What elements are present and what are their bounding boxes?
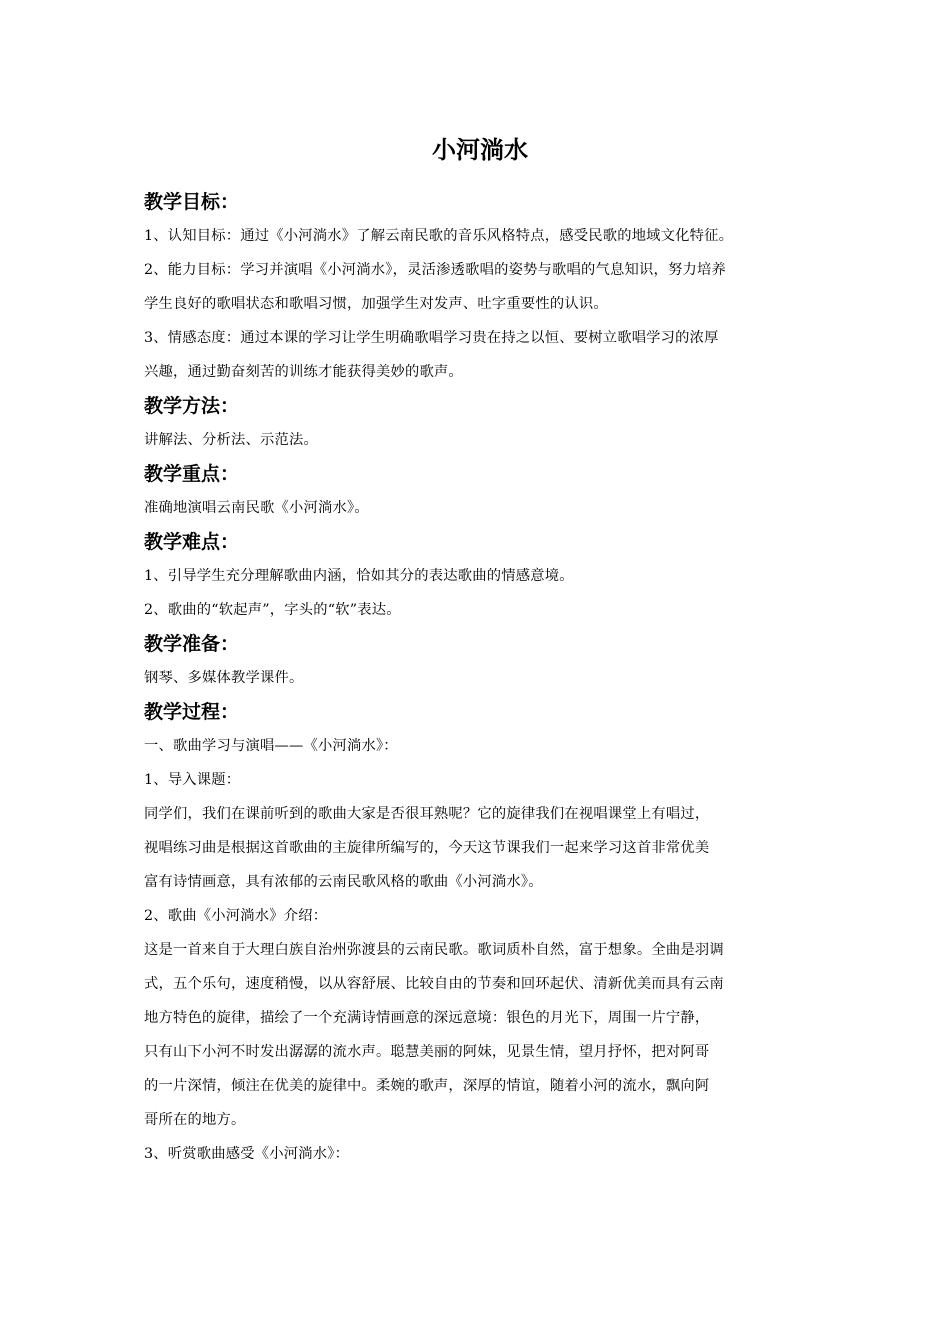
section-heading: 教学难点： bbox=[144, 531, 240, 553]
text-line: 准确地演唱云南民歌《小河淌水》。 bbox=[144, 500, 369, 516]
text-line: 2、能力目标：学习并演唱《小河淌水》，灵活渗透歌唱的姿势与歌唱的气息知识，努力培养 bbox=[144, 262, 727, 278]
section-heading: 教学重点： bbox=[144, 463, 240, 485]
section-heading: 教学准备： bbox=[144, 633, 240, 655]
section-heading: 教学方法： bbox=[144, 395, 240, 417]
text-line: 钢琴、多媒体教学课件。 bbox=[144, 670, 304, 686]
section-heading: 教学目标： bbox=[144, 191, 240, 213]
document-page bbox=[144, 128, 816, 1171]
text-line: 富有诗情画意，具有浓郁的云南民歌风格的歌曲《小河淌水》。 bbox=[144, 874, 543, 890]
text-line: 兴趣，通过勤奋刻苦的训练才能获得美妙的歌声。 bbox=[144, 364, 463, 380]
text-line: 1、认知目标：通过《小河淌水》了解云南民歌的音乐风格特点，感受民歌的地域文化特征。 bbox=[144, 228, 734, 244]
text-line: 讲解法、分析法、示范法。 bbox=[144, 432, 318, 448]
text-line: 视唱练习曲是根据这首歌曲的主旋律所编写的，今天这节课我们一起来学习这首非常优美 bbox=[144, 840, 710, 856]
text-line: 的一片深情，倾注在优美的旋律中。柔婉的歌声，深厚的情谊，随着小河的流水，飘向阿 bbox=[144, 1078, 710, 1094]
section-teaching-objectives bbox=[144, 185, 816, 389]
text-line: 哥所在的地方。 bbox=[144, 1112, 246, 1128]
section-preparation bbox=[144, 627, 816, 695]
text-line: 同学们，我们在课前听到的歌曲大家是否很耳熟呢？它的旋律我们在视唱课堂上有唱过， bbox=[144, 806, 710, 822]
text-line: 1、导入课题： bbox=[144, 772, 241, 788]
document-title: 小河淌水 bbox=[432, 136, 528, 164]
text-line: 这是一首来自于大理白族自治州弥渡县的云南民歌。歌词质朴自然，富于想象。全曲是羽调 bbox=[144, 942, 724, 958]
text-line: 式，五个乐句，速度稍慢，以从容舒展、比较自由的节奏和回环起伏、清新优美而具有云南 bbox=[144, 976, 724, 992]
text-line: 地方特色的旋律，描绘了一个充满诗情画意的深远意境：银色的月光下，周围一片宁静， bbox=[144, 1010, 710, 1026]
text-line: 3、听赏歌曲感受《小河淌水》： bbox=[144, 1146, 350, 1162]
section-teaching-process bbox=[144, 695, 816, 1171]
text-line: 3、情感态度：通过本课的学习让学生明确歌唱学习贵在持之以恒、要树立歌唱学习的浓厚 bbox=[144, 330, 719, 346]
text-line: 只有山下小河不时发出潺潺的流水声。聪慧美丽的阿妹，见景生情，望月抒怀，把对阿哥 bbox=[144, 1044, 710, 1060]
text-line: 学生良好的歌唱状态和歌唱习惯，加强学生对发声、吐字重要性的认识。 bbox=[144, 296, 608, 312]
section-teaching-methods bbox=[144, 389, 816, 457]
text-line: 1、引导学生充分理解歌曲内涵，恰如其分的表达歌曲的情感意境。 bbox=[144, 568, 574, 584]
text-line: 一、歌曲学习与演唱——《小河淌水》： bbox=[144, 738, 398, 754]
section-difficulties bbox=[144, 525, 816, 627]
section-heading: 教学过程： bbox=[144, 701, 240, 723]
text-line: 2、歌曲的“软起声”，字头的“软”表达。 bbox=[144, 602, 401, 618]
section-key-points bbox=[144, 457, 816, 525]
text-line: 2、歌曲《小河淌水》介绍： bbox=[144, 908, 328, 924]
